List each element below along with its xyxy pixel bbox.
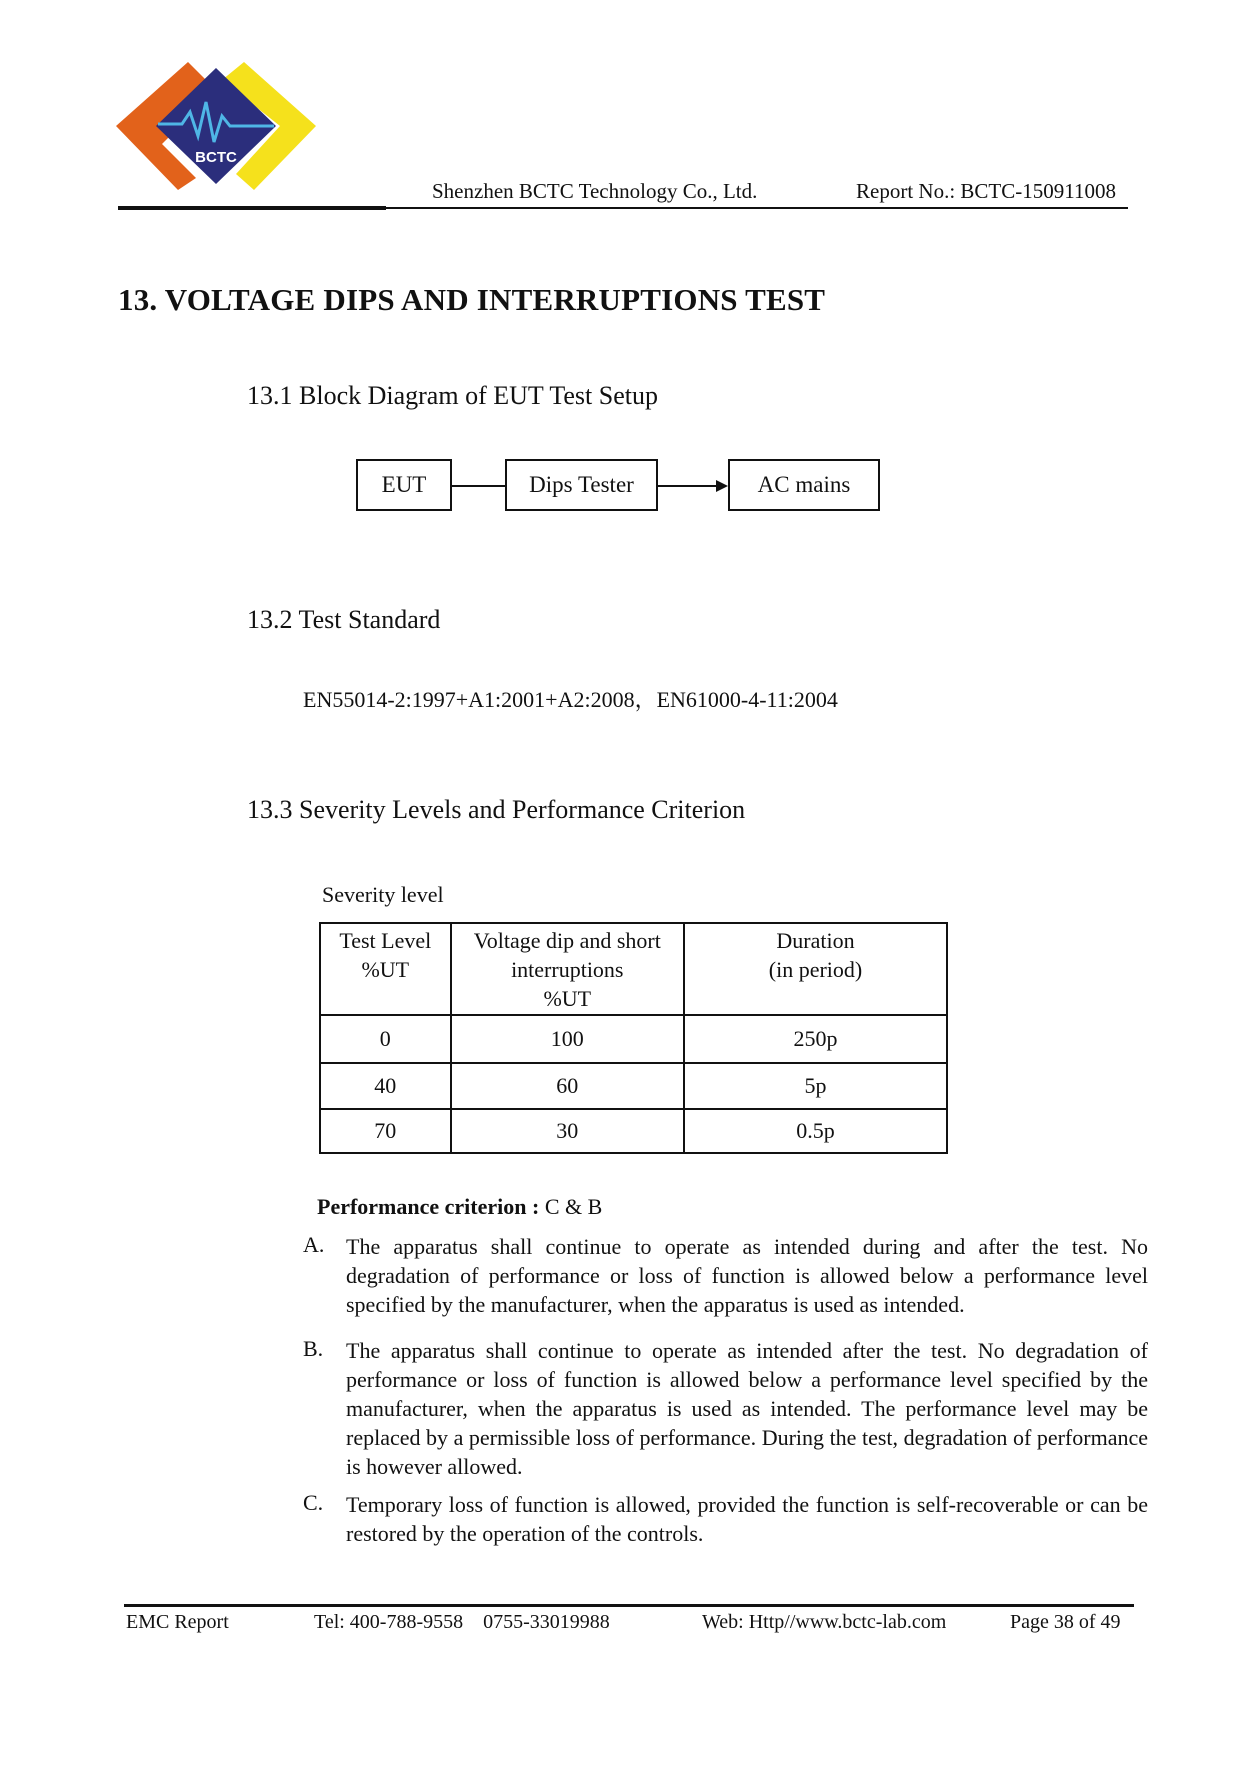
criterion-b-text: The apparatus shall continue to operate as intended after the test. No degradation of performance or loss of function is allowed below a performance level specified by the manufacturer, when the apparatus is used as intended. The performance level may be replaced by a permissible loss of performance. During the test, degradation of performance is however allowed. <box>346 1338 1148 1479</box>
section-heading-13-3: 13.3 Severity Levels and Performance Criterion <box>247 795 746 824</box>
diagram-box-ac-mains: AC mains <box>728 459 880 511</box>
table-cell: 40 <box>320 1063 451 1109</box>
column-header-test-level: Test Level %UT <box>320 923 451 1015</box>
test-standard: EN55014-2:1997+A1:2001+A2:2008，EN61000-4-11:2004 <box>303 687 838 712</box>
table-cell: 250p <box>684 1015 947 1063</box>
diagram-connectors <box>450 476 732 496</box>
section-heading-13-1: 13.1 Block Diagram of EUT Test Setup <box>247 381 658 410</box>
table-cell: 0 <box>320 1015 451 1063</box>
column-header-duration: Duration (in period) <box>684 923 947 1015</box>
performance-criterion <box>317 1194 602 1220</box>
footer-report-type: EMC Report <box>126 1611 229 1633</box>
footer-website: Web: Http//www.bctc-lab.com <box>702 1611 947 1633</box>
header-rule-thin <box>386 207 1128 209</box>
table-cell: 100 <box>451 1015 684 1063</box>
arrow-head-icon <box>716 480 728 492</box>
report-number: Report No.: BCTC-150911008 <box>856 179 1116 203</box>
header-rule-thick <box>118 206 386 210</box>
table-cell: 30 <box>451 1109 684 1153</box>
section-heading-13-2: 13.2 Test Standard <box>247 605 441 634</box>
criterion-a-text: The apparatus shall continue to operate as intended during and after the test. No degradation of performance or loss of function is allowed below a performance level specified by the manufacturer, when the apparatus is used as intended. <box>346 1234 1148 1317</box>
table-row <box>320 1109 947 1153</box>
footer-telephone: Tel: 400-788-9558 0755-33019988 <box>314 1611 610 1633</box>
table-header-row <box>320 923 947 1015</box>
table-cell: 60 <box>451 1063 684 1109</box>
criterion-c-text: Temporary loss of function is allowed, provided the function is self-recoverable or can be restored by the operation of the controls. <box>346 1492 1148 1546</box>
performance-criterion-value: C & B <box>539 1194 603 1219</box>
column-header-voltage-dip: Voltage dip and short interruptions %UT <box>451 923 684 1015</box>
table-cell: 0.5p <box>684 1109 947 1153</box>
criterion-b-letter: B. <box>303 1336 324 1361</box>
svg-text:BCTC: BCTC <box>195 149 237 166</box>
diagram-box-dips-tester: Dips Tester <box>505 459 658 511</box>
severity-table <box>319 922 948 1154</box>
table-cell: 5p <box>684 1063 947 1109</box>
table-row <box>320 1015 947 1063</box>
criterion-c-letter: C. <box>303 1490 324 1515</box>
criterion-a-letter: A. <box>303 1232 325 1257</box>
performance-criterion-label: Performance criterion : <box>317 1194 540 1219</box>
diagram-box-eut: EUT <box>356 459 452 511</box>
bctc-logo <box>116 62 316 190</box>
table-cell: 70 <box>320 1109 451 1153</box>
company-name: Shenzhen BCTC Technology Co., Ltd. <box>432 179 758 203</box>
footer-rule <box>124 1604 1134 1607</box>
table-row <box>320 1063 947 1109</box>
severity-label: Severity level <box>322 882 444 907</box>
footer-page-number: Page 38 of 49 <box>1010 1611 1121 1633</box>
page-title: 13. VOLTAGE DIPS AND INTERRUPTIONS TEST <box>118 282 826 317</box>
